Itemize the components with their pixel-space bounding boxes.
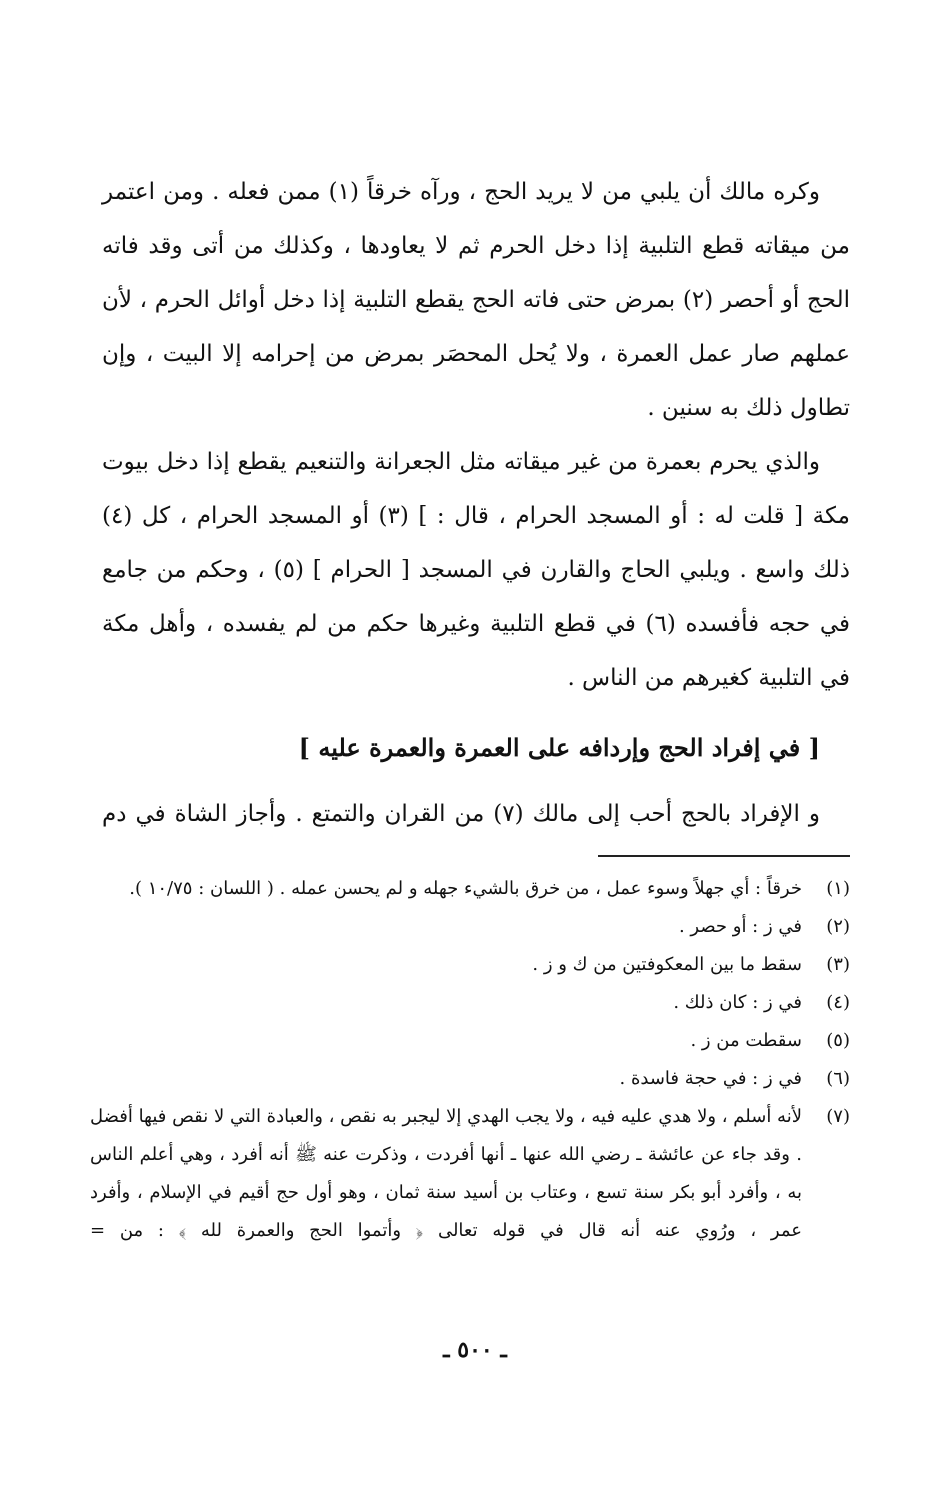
footnote-text: في ز : في حجة فاسدة . [619,1068,802,1089]
paragraph-3: و الإفراد بالحج أحب إلى مالك (٧) من القران والتمتع . وأجاز الشاة في دم [102,801,820,827]
footnote-text: في ز : كان ذلك . [673,992,802,1013]
footnote-2 [90,908,850,946]
footnote-number: (٤) [826,992,850,1013]
page-number: ـ ٥٠٠ ـ [443,1337,507,1363]
footnotes [90,870,850,1250]
footnote-text: خرقاً : أي جهلاً وسوء عمل ، من خرق بالشيء جهله و لم يحسن عمله . ( اللسان : ١٠/٧٥ ). [129,878,802,899]
footnote-number: (٦) [826,1068,850,1089]
footnote-text: في ز : أو حصر . [678,916,802,937]
footnote-number: (٢) [826,916,850,937]
footnote-5 [90,1022,850,1060]
footnote-number: (٣) [826,954,850,975]
main-text [102,165,850,705]
footnote-1 [90,870,850,908]
paragraph-2: والذي يحرم بعمرة من غير ميقاته مثل الجعرانة والتنعيم يقطع إذا دخل بيوت مكة [ قلت له : أو المسجد الحرام ، قال : ] (٣) أو المسجد الحرام ، كل (٤) ذلك واسع . ويلبي الحاج والقارن في المسجد [ الحرام ] (٥) ، وحكم من جامع في حجه فأفسده (٦) في قطع التلبية وغيرها حكم من لم يفسده ، وأهل مكة في التلبية كغيرهم من الناس . [102,449,851,691]
footnote-text: سقط ما بين المعكوفتين من ك و ز . [532,954,802,975]
footnote-3 [90,946,850,984]
footnote-number: (٥) [826,1030,850,1051]
footnote-text: سقطت من ز . [690,1030,802,1051]
footnote-separator [598,855,850,857]
footnote-7 [90,1098,850,1250]
footnote-4 [90,984,850,1022]
footnote-number: (٧) [826,1106,850,1127]
footnote-6 [90,1060,850,1098]
paragraph-1: وكره مالك أن يلبي من لا يريد الحج ، ورآه خرقاً (١) ممن فعله . ومن اعتمر من ميقاته قطع التلبية إذا دخل الحرم ثم لا يعاودها ، وكذلك من أتى وقد فاته الحج أو أحصر (٢) بمرض حتى فاته الحج يقطع التلبية إذا دخل أوائل الحرم ، لأن عملهم صار عمل العمرة ، ولا يُحل المحصَر بمرض من إحرامه إلا البيت ، وإن تطاول ذلك به سنين . [102,179,850,421]
section-heading: [ في إفراد الحج وإردافه على العمرة والعمرة عليه ] [298,733,820,762]
footnote-number: (١) [826,878,850,899]
footnote-text: لأنه أسلم ، ولا هدي عليه فيه ، ولا يجب الهدي إلا ليجبر به نقص ، والعبادة التي لا نقص فيها أفضل . وقد جاء عن عائشة ـ رضي الله عنها ـ أنها أفردت ، وذكرت عنه ﷺ أنه أفرد ، وهي أعلم الناس به ، وأفرد أبو بكر سنة تسع ، وعتاب بن أسيد سنة ثمان ، وهو أول حج أقيم في الإسلام ، وأفرد عمر ، ورُوي عنه أنه قال في قوله تعالى ﴿ وأتموا الحج والعمرة لله ﴾ : من = [90,1106,802,1241]
